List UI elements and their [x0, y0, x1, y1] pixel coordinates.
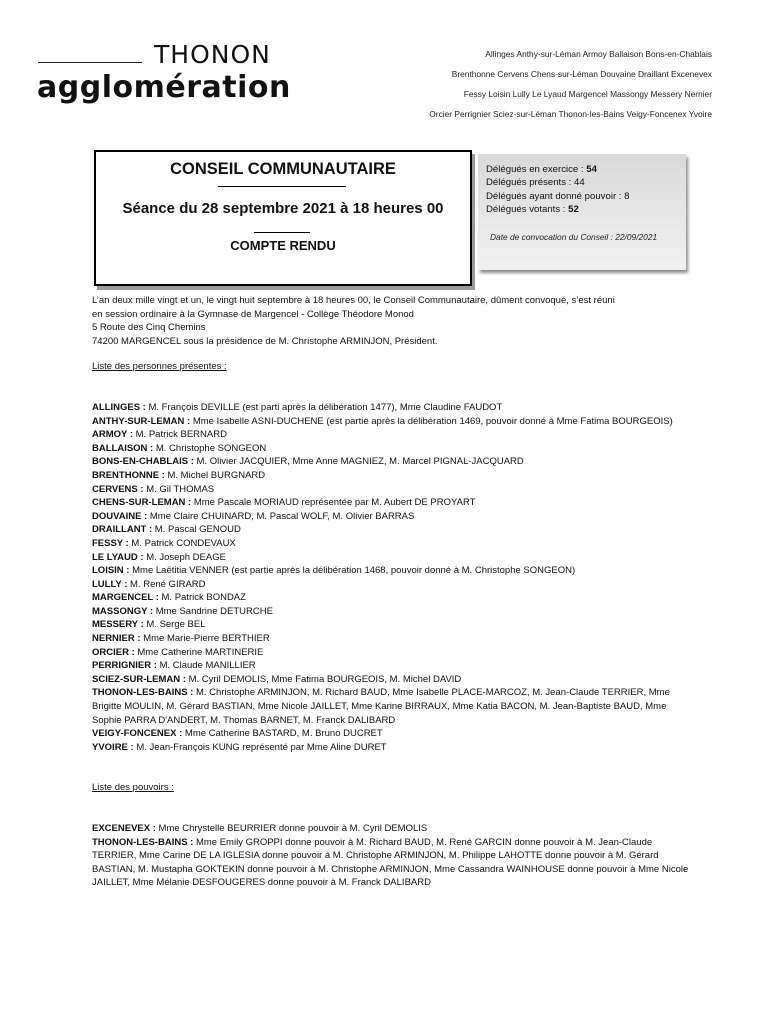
proxy-entry [92, 836, 698, 890]
commune-name: LULLY : [92, 578, 131, 590]
member-names: M. Olivier JACQUIER, Mme Anne MAGNIEZ, M. Marcel PIGNAL-JACQUARD [196, 456, 524, 468]
attendee-entry [92, 741, 698, 755]
stat-exercice: Délégués en exercice : 54 [486, 164, 597, 175]
commune-name: DRAILLANT : [92, 524, 155, 536]
title-separator [218, 186, 346, 187]
session-date: Séance du 28 septembre 2021 à 18 heures 00 [122, 200, 444, 217]
pouvoirs-list [92, 822, 698, 890]
attendee-entry [92, 483, 698, 497]
member-names: M. Michel BURGNARD [167, 469, 266, 481]
communes-line: Orcier Perrignier Sciez-sur-Léman Thonon-les-Bains Veigy-Foncenex Yvoire [429, 109, 712, 119]
spacer [92, 754, 698, 781]
commune-name: SCIEZ-SUR-LEMAN : [92, 673, 189, 685]
attendee-entry [92, 564, 698, 578]
attendee-entry [92, 632, 698, 646]
member-names: M. Pascal GENOUD [154, 524, 241, 536]
commune-name: ARMOY : [92, 429, 136, 441]
intro-line: 74200 MARGENCEL sous la présidence de M. Christophe ARMINJON, Président. [92, 335, 438, 347]
member-names: Mme Claire CHUINARD, M. Pascal WOLF, M. Olivier BARRAS [149, 510, 415, 522]
attendee-entry [92, 510, 698, 524]
delegates-stats-box [478, 154, 686, 270]
commune-name: MESSERY : [92, 619, 147, 631]
attendee-entry [92, 618, 698, 632]
member-names: Mme Catherine MARTINERIE [137, 646, 264, 658]
proxy-entry [92, 822, 698, 836]
commune-name: ALLINGES : [92, 401, 149, 413]
commune-name: MASSONGY : [92, 605, 156, 617]
member-names: Mme Chrystelle BEURRIER donne pouvoir à M. Cyril DEMOLIS [158, 823, 428, 834]
stat-votants: Délégués votants : 52 [486, 204, 579, 215]
commune-name: LOISIN : [92, 565, 133, 577]
commune-name: THONON-LES-BAINS : [92, 687, 196, 699]
member-names: M. Christophe SONGEON [155, 442, 267, 454]
attendee-entry [92, 605, 698, 619]
attendee-entry [92, 415, 698, 429]
member-names: Mme Isabelle ASNI-DUCHENE (est partie après la délibération 1469, pouvoir donné à Mme Fatima BOURGEOIS) [192, 415, 673, 427]
commune-name: DOUVAINE : [92, 510, 150, 522]
attendee-entry [92, 496, 698, 510]
attendee-entry [92, 401, 698, 415]
presents-list [92, 401, 698, 754]
communes-line: Brenthonne Cervens Chens-sur-Léman Douvaine Draillant Excenevex [451, 69, 712, 79]
communes-line: Fessy Loisin Lully Le Lyaud Margencel Massongy Messery Nernier [463, 89, 712, 99]
commune-name: CERVENS : [92, 483, 147, 495]
communes-line: Allinges Anthy-sur-Léman Armoy Ballaison Bons-en-Chablais [485, 49, 712, 59]
member-names: M. Gil THOMAS [146, 483, 215, 495]
spacer [92, 795, 698, 822]
commune-name: PERRIGNIER : [92, 660, 160, 672]
logo-agglomeration: agglomération [37, 70, 291, 105]
attendee-entry [92, 727, 698, 741]
member-names: M. François DEVILLE (est parti après la délibération 1477), Mme Claudine FAUDOT [148, 401, 503, 413]
attendee-entry [92, 428, 698, 442]
attendee-entry [92, 523, 698, 537]
member-names: Mme Emily GROPPI donne pouvoir à M. Richard BAUD, M. René GARCIN donne pouvoir à M. Jean-Claude TERRIER, Mme Carine DE LA IGLESIA donne pouvoir à M. Christophe ARMINJON, M. Philippe LAHOTTE donne pouvoir à M. Gérard BASTIAN, M. Mustapha GOKTEKIN donne pouvoir à M. Christophe ARMINJON, Mme Cassandra WAINHOUSE donne pouvoir à Mme Nicole JAILLET, Mme Mélanie DESFOUGERES donne pouvoir à M. Franck DALIBARD [92, 836, 689, 889]
commune-name: BALLAISON : [92, 442, 156, 454]
pouvoirs-title: Liste des pouvoirs : [92, 782, 174, 794]
intro-line: L’an deux mille vingt et un, le vingt huit septembre à 18 heures 00, le Conseil Communautaire, dûment convoqué, s’est réuni [92, 295, 615, 306]
member-names: M. Jean-François KUNG représenté par Mme Aline DURET [136, 741, 387, 753]
intro-paragraph [92, 294, 698, 348]
commune-name: LE LYAUD : [92, 551, 147, 563]
commune-name: NERNIER : [92, 633, 144, 645]
member-names: M. Claude MANILLIER [159, 660, 256, 672]
attendee-entry [92, 673, 698, 687]
commune-name: BRENTHONNE : [92, 469, 168, 481]
logo-rule [38, 62, 142, 63]
member-names: M. Joseph DEAGE [146, 551, 226, 563]
commune-name: MARGENCEL : [92, 592, 162, 604]
stat-pouvoir: Délégués ayant donné pouvoir : 8 [486, 191, 630, 202]
report-heading: COMPTE RENDU [230, 238, 336, 253]
attendee-entry [92, 578, 698, 592]
stat-presents: Délégués présents : 44 [486, 177, 585, 188]
intro-line: en session ordinaire à la Gymnase de Margencel - Collège Théodore Monod [92, 308, 414, 320]
commune-name: EXCENEVEX : [92, 823, 159, 834]
attendee-entry [92, 659, 698, 673]
attendee-entry [92, 469, 698, 483]
spacer [92, 374, 698, 401]
intro-line: 5 Route des Cinq Chemins [92, 322, 206, 334]
title-separator [254, 232, 310, 233]
communes-list [352, 44, 712, 124]
member-names: Mme Catherine BASTARD, M. Bruno DUCRET [184, 728, 383, 740]
member-names: M. Patrick BONDAZ [161, 592, 246, 604]
commune-name: VEIGY-FONCENEX : [92, 728, 185, 740]
member-names: M. Christophe ARMINJON, M. Richard BAUD, Mme Isabelle PLACE-MARCOZ, M. Jean-Claude TERRIER, Mme Brigitte MOULIN, M. Gérard BASTIAN, Mme Nicole JAILLET, Mme Karine BIRRAUX, Mme Katia BACON, M. Jean-Baptiste BAUD, Mme Sophie PARRA D'ANDERT, M. Thomas BARNET, M. Franck DALIBARD [92, 687, 670, 726]
presents-title: Liste des personnes présentes : [92, 361, 227, 373]
member-names: M. René GIRARD [130, 578, 206, 590]
convocation-date: Date de convocation du Conseil : 22/09/2021 [490, 232, 658, 242]
commune-name: FESSY : [92, 537, 132, 549]
member-names: Mme Laëtitia VENNER (est partie après la délibération 1468, pouvoir donné à M. Christophe SONGEON) [132, 565, 576, 577]
commune-name: YVOIRE : [92, 741, 137, 753]
commune-name: THONON-LES-BAINS : [92, 836, 196, 848]
commune-name: BONS-EN-CHABLAIS : [92, 456, 197, 468]
attendee-entry [92, 551, 698, 565]
commune-name: ORCIER : [92, 646, 138, 658]
report-body [92, 294, 698, 890]
commune-name: ANTHY-SUR-LEMAN : [92, 415, 193, 427]
attendee-entry [92, 646, 698, 660]
member-names: M. Patrick CONDEVAUX [131, 537, 236, 549]
commune-name: CHENS-SUR-LEMAN : [92, 497, 194, 509]
attendee-entry [92, 455, 698, 469]
member-names: M. Serge BEL [146, 619, 206, 631]
member-names: M. Cyril DEMOLIS, Mme Fatima BOURGEOIS, M. Michel DAVID [188, 673, 462, 685]
member-names: Mme Sandrine DETURCHE [155, 605, 273, 617]
attendee-entry [92, 591, 698, 605]
attendee-entry [92, 686, 698, 727]
attendee-entry [92, 537, 698, 551]
logo-thonon: THONON [154, 40, 271, 69]
attendee-entry [92, 442, 698, 456]
title-box [94, 150, 472, 286]
member-names: Mme Marie-Pierre BERTHIER [143, 633, 270, 645]
member-names: M. Patrick BERNARD [135, 429, 227, 441]
council-heading: CONSEIL COMMUNAUTAIRE [170, 160, 396, 178]
member-names: Mme Pascale MORIAUD représentée par M. Aubert DE PROYART [193, 497, 476, 509]
